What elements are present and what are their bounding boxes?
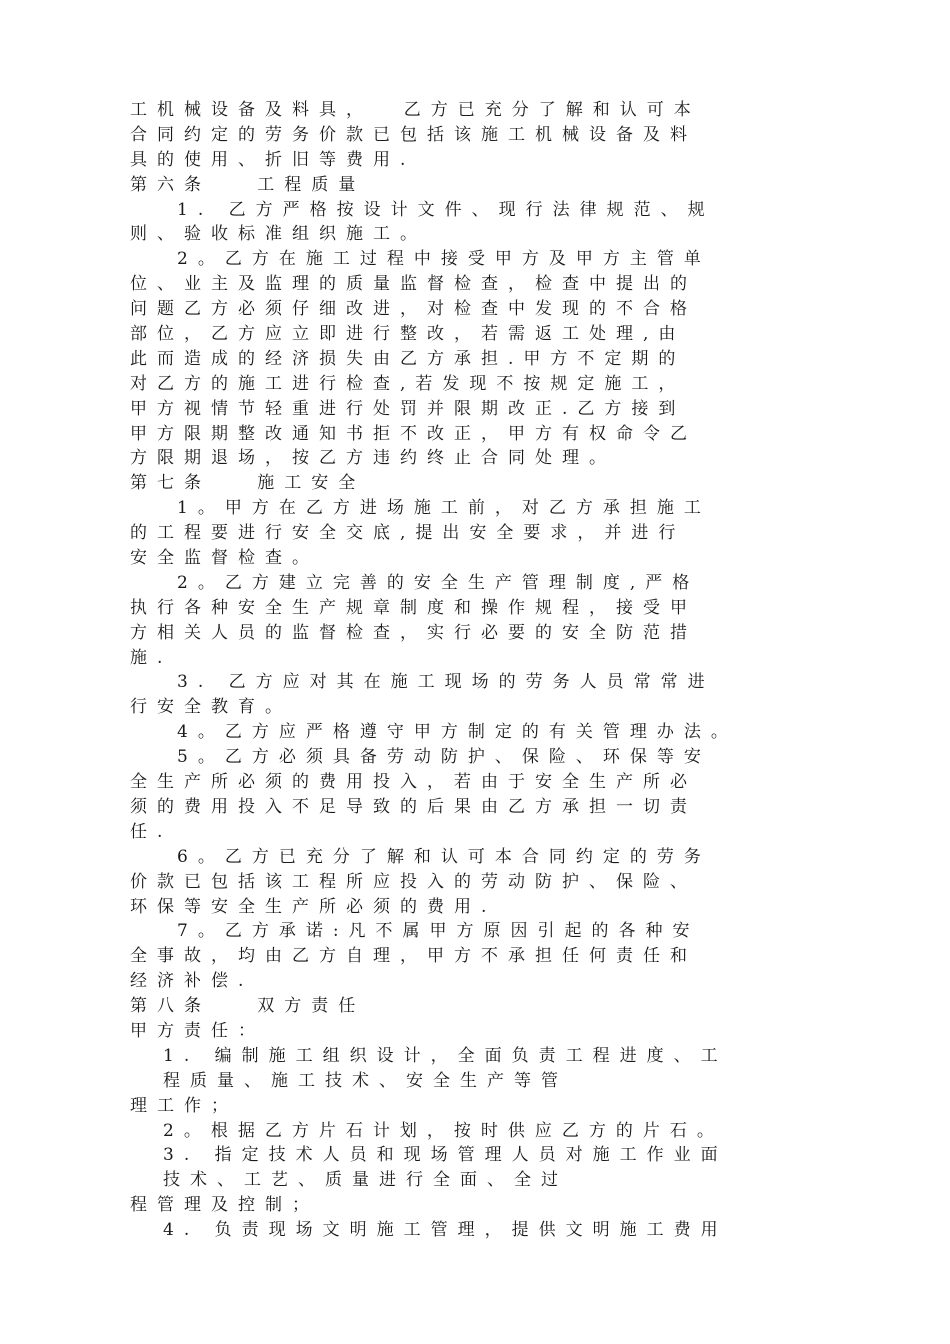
text-line: 行安全教育。 xyxy=(130,697,292,718)
text-line: 第八条 双方责任 xyxy=(130,996,366,1017)
text-line: 1。甲方在乙方进场施工前，对乙方承担施工 xyxy=(177,498,711,519)
text-line: 甲方限期整改通知书拒不改正，甲方有权命令乙 xyxy=(130,423,697,444)
text-line: 2。乙方在施工过程中接受甲方及甲方主管单 xyxy=(177,249,711,270)
text-line: 程质量、施工技术、安全生产等管 xyxy=(163,1070,568,1091)
text-line: 经济补偿. xyxy=(130,971,254,992)
text-line: 甲方视情节轻重进行处罚并限期改正.乙方接到 xyxy=(130,398,686,419)
text-line: 的工程要进行安全交底,提出安全要求，并进行 xyxy=(130,523,686,544)
text-line: 工机械设备及料具， 乙方已充分了解和认可本 xyxy=(130,100,701,120)
text-line: 执行各种安全生产规章制度和操作规程，接受甲 xyxy=(130,597,697,618)
text-line: 1. 乙方严格按设计文件、现行法律规范、规 xyxy=(177,199,715,220)
text-line: 理工作； xyxy=(130,1095,238,1116)
text-line: 甲方责任： xyxy=(130,1020,265,1041)
text-line: 问题乙方必须仔细改进，对检查中发现的不合格 xyxy=(130,299,697,320)
contract-text-body xyxy=(130,98,830,1243)
text-line: 位、业主及监理的质量监督检查，检查中提出的 xyxy=(130,274,697,295)
text-line: 部位，乙方应立即进行整改，若需返工处理,由 xyxy=(130,324,686,345)
text-line: 程管理及控制； xyxy=(130,1195,319,1216)
text-line: 此而造成的经济损失由乙方承担.甲方不定期的 xyxy=(130,348,686,369)
text-line: 4. 负责现场文明施工管理，提供文明施工费用 xyxy=(163,1220,728,1241)
text-line: 须的费用投入不足导致的后果由乙方承担一切责 xyxy=(130,796,697,817)
text-line: 3. 乙方应对其在施工现场的劳务人员常常进 xyxy=(177,672,715,693)
text-line: 方相关人员的监督检查，实行必要的安全防范措 xyxy=(130,622,697,643)
text-line: 2。乙方建立完善的安全生产管理制度,严格 xyxy=(177,572,700,593)
text-line: 2。根据乙方片石计划，按时供应乙方的片石。 xyxy=(163,1120,724,1141)
text-line: 第六条 工程质量 xyxy=(130,174,366,195)
text-line: 方限期退场，按乙方违约终止合同处理。 xyxy=(130,448,616,469)
text-line: 环保等安全生产所必须的费用. xyxy=(130,896,497,917)
text-line: 技术、工艺、质量进行全面、全过 xyxy=(163,1170,568,1191)
text-line: 价款已包括该工程所应投入的劳动防护、保险、 xyxy=(130,871,697,892)
text-line: 具的使用、折旧等费用. xyxy=(130,149,416,170)
text-line: 第七条 施工安全 xyxy=(130,473,366,494)
text-line: 对乙方的施工进行检查,若发现不按规定施工， xyxy=(130,373,686,394)
text-line: 7。乙方承诺:凡不属甲方原因引起的各种安 xyxy=(177,921,700,942)
text-line: 安全监督检查。 xyxy=(130,548,319,569)
text-line: 全生产所必须的费用投入，若由于安全生产所必 xyxy=(130,772,697,793)
text-line: 1. 编制施工组织设计，全面负责工程进度、工 xyxy=(163,1045,728,1066)
text-line: 合同约定的劳务价款已包括该施工机械设备及料 xyxy=(130,124,697,145)
text-line: 任. xyxy=(130,821,173,842)
text-line: 则、验收标准组织施工。 xyxy=(130,224,427,245)
text-line: 4。乙方应严格遵守甲方制定的有关管理办法。 xyxy=(177,722,738,743)
text-line: 全事故，均由乙方自理，甲方不承担任何责任和 xyxy=(130,946,697,967)
text-line: 5。乙方必须具备劳动防护、保险、环保等安 xyxy=(177,747,711,768)
text-line: 施. xyxy=(130,647,173,668)
text-line: 6。乙方已充分了解和认可本合同约定的劳务 xyxy=(177,846,711,867)
text-line: 3. 指定技术人员和现场管理人员对施工作业面 xyxy=(163,1145,728,1166)
